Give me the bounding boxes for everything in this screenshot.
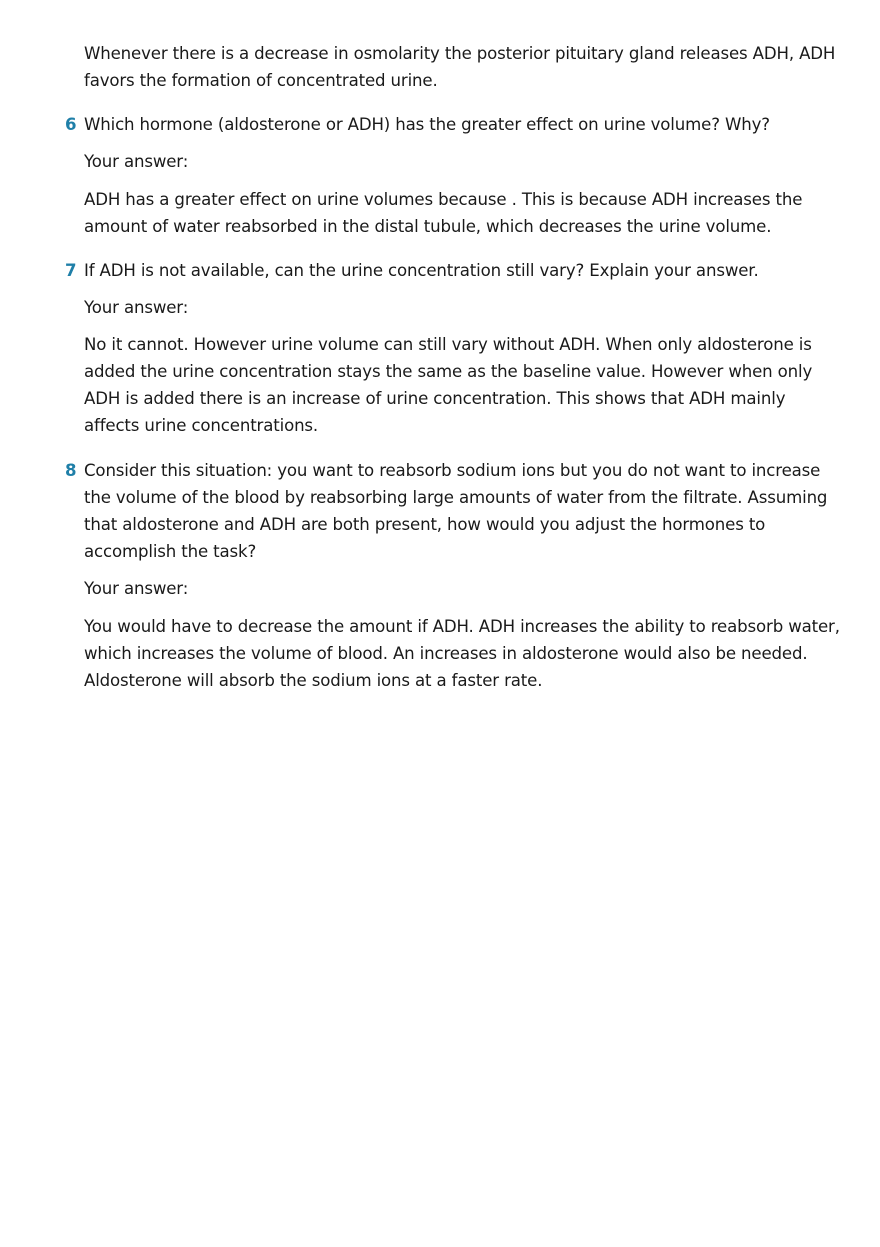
question-number: 7 bbox=[65, 261, 77, 280]
question-text: Consider this situation: you want to reabsorb sodium ions but you do not want to increase the volume of the blood by reabsorbing large amounts of water from the filtrate. Assuming that aldosterone and ADH are both present, how would you adjust the hormones to accomplish the task? bbox=[84, 461, 828, 561]
question-text: If ADH is not available, can the urine concentration still vary? Explain your answer. bbox=[84, 261, 759, 280]
answer-label: Your answer: bbox=[84, 298, 189, 317]
answer-text: No it cannot. However urine volume can still vary without ADH. When only aldosterone is added the urine concentration stays the same as the baseline value. However when only ADH is added there is an increase of urine concentration. This shows that ADH mainly affects urine concentrations. bbox=[84, 335, 813, 435]
intro-paragraph: Whenever there is a decrease in osmolarity the posterior pituitary gland releases ADH, ADH favors the formation of concentrated urine. bbox=[84, 44, 836, 90]
question-number: 8 bbox=[65, 461, 77, 480]
question-number: 6 bbox=[65, 115, 77, 134]
answer-label: Your answer: bbox=[84, 152, 189, 171]
answer-text: ADH has a greater effect on urine volumes because . This is because ADH increases the amount of water reabsorbed in the distal tubule, which decreases the urine volume. bbox=[84, 190, 803, 236]
answer-text: You would have to decrease the amount if ADH. ADH increases the ability to reabsorb water, which increases the volume of blood. An increases in aldosterone would also be needed. Aldosterone will absorb the sodium ions at a faster rate. bbox=[84, 617, 840, 690]
question-text: Which hormone (aldosterone or ADH) has the greater effect on urine volume? Why? bbox=[84, 115, 770, 134]
answer-label: Your answer: bbox=[84, 579, 189, 598]
